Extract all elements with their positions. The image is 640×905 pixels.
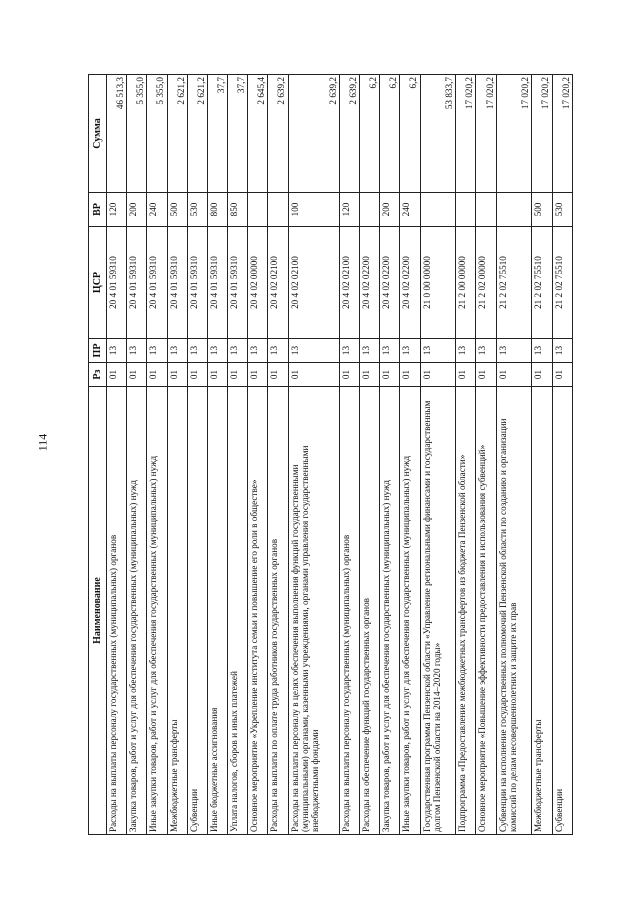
cell-csr: 20 4 02 02100 <box>268 227 288 339</box>
table-row <box>288 75 339 835</box>
cell-pr: 13 <box>496 339 532 363</box>
cell-sum: 6,2 <box>380 75 400 193</box>
cell-vr: 500 <box>167 193 187 227</box>
cell-rz: 01 <box>268 363 288 387</box>
cell-vr: 100 <box>288 193 339 227</box>
cell-csr: 21 2 00 00000 <box>456 227 476 339</box>
cell-name: Межбюджетные трансферты <box>167 387 187 835</box>
table-row <box>496 75 532 835</box>
cell-vr: 800 <box>207 193 227 227</box>
header-sum: Сумма <box>89 75 107 193</box>
header-name: Наименование <box>89 387 107 835</box>
cell-csr: 21 2 02 75510 <box>532 227 552 339</box>
cell-pr: 13 <box>456 339 476 363</box>
cell-sum: 2 639,2 <box>339 75 359 193</box>
cell-sum: 6,2 <box>400 75 420 193</box>
cell-name: Расходы на выплаты по оплате труда работников государственных органов <box>268 387 288 835</box>
cell-csr: 20 4 01 59310 <box>228 227 248 339</box>
cell-csr: 21 2 02 00000 <box>476 227 496 339</box>
cell-name: Иные закупки товаров, работ и услуг для обеспечения государственных (муниципальных) нужд <box>400 387 420 835</box>
cell-sum: 46 513,3 <box>107 75 127 193</box>
cell-vr <box>496 193 532 227</box>
cell-vr: 530 <box>552 193 572 227</box>
cell-sum: 17 020,2 <box>496 75 532 193</box>
cell-csr: 20 4 02 02200 <box>380 227 400 339</box>
cell-pr: 13 <box>187 339 207 363</box>
cell-rz: 01 <box>167 363 187 387</box>
cell-name: Основное мероприятие «Повышение эффективности предоставления и использования субвенций» <box>476 387 496 835</box>
cell-sum: 37,7 <box>207 75 227 193</box>
cell-csr: 20 4 02 00000 <box>248 227 268 339</box>
header-pr: ПР <box>89 339 107 363</box>
header-csr: ЦСР <box>89 227 107 339</box>
cell-sum: 2 621,2 <box>187 75 207 193</box>
table-body <box>107 75 573 835</box>
cell-rz: 01 <box>147 363 167 387</box>
cell-pr: 13 <box>127 339 147 363</box>
cell-vr: 200 <box>380 193 400 227</box>
cell-vr: 500 <box>532 193 552 227</box>
cell-vr: 120 <box>107 193 127 227</box>
cell-vr <box>476 193 496 227</box>
cell-rz: 01 <box>228 363 248 387</box>
cell-rz: 01 <box>187 363 207 387</box>
table-row <box>147 75 167 835</box>
cell-csr: 20 4 01 59310 <box>187 227 207 339</box>
cell-name: Субвенции на исполнение государственных полномочий Пензенской области по созданию и организации комиссий по делам несовершеннолетних и защите их прав <box>496 387 532 835</box>
cell-vr <box>268 193 288 227</box>
cell-vr: 240 <box>147 193 167 227</box>
table-row <box>532 75 552 835</box>
cell-vr: 120 <box>339 193 359 227</box>
cell-vr <box>248 193 268 227</box>
cell-sum: 53 833,7 <box>420 75 456 193</box>
cell-pr: 13 <box>248 339 268 363</box>
cell-rz: 01 <box>207 363 227 387</box>
cell-rz: 01 <box>380 363 400 387</box>
cell-sum: 6,2 <box>360 75 380 193</box>
cell-sum: 2 621,2 <box>167 75 187 193</box>
cell-csr: 20 4 02 02200 <box>400 227 420 339</box>
cell-rz: 01 <box>532 363 552 387</box>
cell-csr: 21 2 02 75510 <box>552 227 572 339</box>
cell-sum: 17 020,2 <box>456 75 476 193</box>
cell-pr: 13 <box>167 339 187 363</box>
cell-csr: 20 4 02 02100 <box>288 227 339 339</box>
cell-name: Расходы на выплаты персоналу в целях обеспечения выполнения функций государственными (муниципальными) органами, казенными учреждениями, органами управления государственными внебюджетными фондами <box>288 387 339 835</box>
cell-name: Расходы на выплаты персоналу государственных (муниципальных) органов <box>339 387 359 835</box>
cell-rz: 01 <box>420 363 456 387</box>
cell-sum: 2 639,2 <box>288 75 339 193</box>
table-row <box>167 75 187 835</box>
cell-pr: 13 <box>552 339 572 363</box>
table-row <box>380 75 400 835</box>
cell-name: Расходы на обеспечение функций государственных органов <box>360 387 380 835</box>
cell-pr: 13 <box>207 339 227 363</box>
page-number: 114 <box>35 433 50 452</box>
header-rz: Рз <box>89 363 107 387</box>
cell-csr: 20 4 02 02100 <box>339 227 359 339</box>
cell-rz: 01 <box>552 363 572 387</box>
cell-pr: 13 <box>228 339 248 363</box>
cell-rz: 01 <box>400 363 420 387</box>
cell-pr: 13 <box>107 339 127 363</box>
cell-sum: 37,7 <box>228 75 248 193</box>
cell-name: Основное мероприятие «Укрепление института семьи и повышение его роли в обществе» <box>248 387 268 835</box>
cell-name: Закупка товаров, работ и услуг для обеспечения государственных (муниципальных) нужд <box>127 387 147 835</box>
table-row <box>248 75 268 835</box>
cell-pr: 13 <box>420 339 456 363</box>
cell-csr: 21 0 00 00000 <box>420 227 456 339</box>
cell-sum: 17 020,2 <box>476 75 496 193</box>
table-row <box>339 75 359 835</box>
cell-pr: 13 <box>532 339 552 363</box>
cell-name: Государственная программа Пензенской области «Управление региональными финансами и государственным долгом Пензенской области на 2014–2020 годы» <box>420 387 456 835</box>
cell-vr <box>420 193 456 227</box>
cell-rz: 01 <box>476 363 496 387</box>
cell-sum: 5 355,0 <box>147 75 167 193</box>
rotated-page-region <box>88 75 573 835</box>
cell-csr: 21 2 02 75510 <box>496 227 532 339</box>
cell-name: Субвенции <box>187 387 207 835</box>
cell-csr: 20 4 01 59310 <box>107 227 127 339</box>
cell-csr: 20 4 02 02200 <box>360 227 380 339</box>
table-row <box>552 75 572 835</box>
cell-rz: 01 <box>248 363 268 387</box>
cell-rz: 01 <box>339 363 359 387</box>
cell-pr: 13 <box>476 339 496 363</box>
cell-vr: 850 <box>228 193 248 227</box>
cell-vr: 200 <box>127 193 147 227</box>
cell-vr: 530 <box>187 193 207 227</box>
cell-csr: 20 4 01 59310 <box>127 227 147 339</box>
table-row <box>107 75 127 835</box>
cell-pr: 13 <box>380 339 400 363</box>
cell-pr: 13 <box>360 339 380 363</box>
cell-csr: 20 4 01 59310 <box>207 227 227 339</box>
cell-csr: 20 4 01 59310 <box>147 227 167 339</box>
cell-pr: 13 <box>288 339 339 363</box>
table-row <box>268 75 288 835</box>
table-row <box>228 75 248 835</box>
cell-csr: 20 4 01 59310 <box>167 227 187 339</box>
table-row <box>127 75 147 835</box>
table-row <box>207 75 227 835</box>
budget-table <box>88 74 573 835</box>
cell-name: Межбюджетные трансферты <box>532 387 552 835</box>
cell-rz: 01 <box>496 363 532 387</box>
cell-pr: 13 <box>400 339 420 363</box>
table-row <box>456 75 476 835</box>
cell-name: Иные бюджетные ассигнования <box>207 387 227 835</box>
table-row <box>420 75 456 835</box>
cell-sum: 2 639,2 <box>268 75 288 193</box>
table-row <box>400 75 420 835</box>
cell-pr: 13 <box>268 339 288 363</box>
cell-pr: 13 <box>339 339 359 363</box>
cell-rz: 01 <box>127 363 147 387</box>
cell-name: Подпрограмма «Предоставление межбюджетных трансфертов из бюджета Пензенской области» <box>456 387 476 835</box>
cell-name: Субвенции <box>552 387 572 835</box>
table-row <box>187 75 207 835</box>
cell-rz: 01 <box>107 363 127 387</box>
cell-sum: 17 020,2 <box>532 75 552 193</box>
cell-sum: 2 645,4 <box>248 75 268 193</box>
cell-pr: 13 <box>147 339 167 363</box>
cell-vr <box>360 193 380 227</box>
cell-vr: 240 <box>400 193 420 227</box>
table-row <box>476 75 496 835</box>
cell-name: Закупка товаров, работ и услуг для обеспечения государственных (муниципальных) нужд <box>380 387 400 835</box>
cell-name: Уплата налогов, сборов и иных платежей <box>228 387 248 835</box>
cell-vr <box>456 193 476 227</box>
cell-name: Расходы на выплаты персоналу государственных (муниципальных) органов <box>107 387 127 835</box>
cell-rz: 01 <box>288 363 339 387</box>
cell-name: Иные закупки товаров, работ и услуг для обеспечения государственных (муниципальных) нужд <box>147 387 167 835</box>
budget-table-container <box>88 75 573 835</box>
cell-rz: 01 <box>360 363 380 387</box>
header-vr: ВР <box>89 193 107 227</box>
table-row <box>360 75 380 835</box>
cell-sum: 17 020,2 <box>552 75 572 193</box>
cell-rz: 01 <box>456 363 476 387</box>
cell-sum: 5 355,0 <box>127 75 147 193</box>
table-header-row <box>89 75 107 835</box>
